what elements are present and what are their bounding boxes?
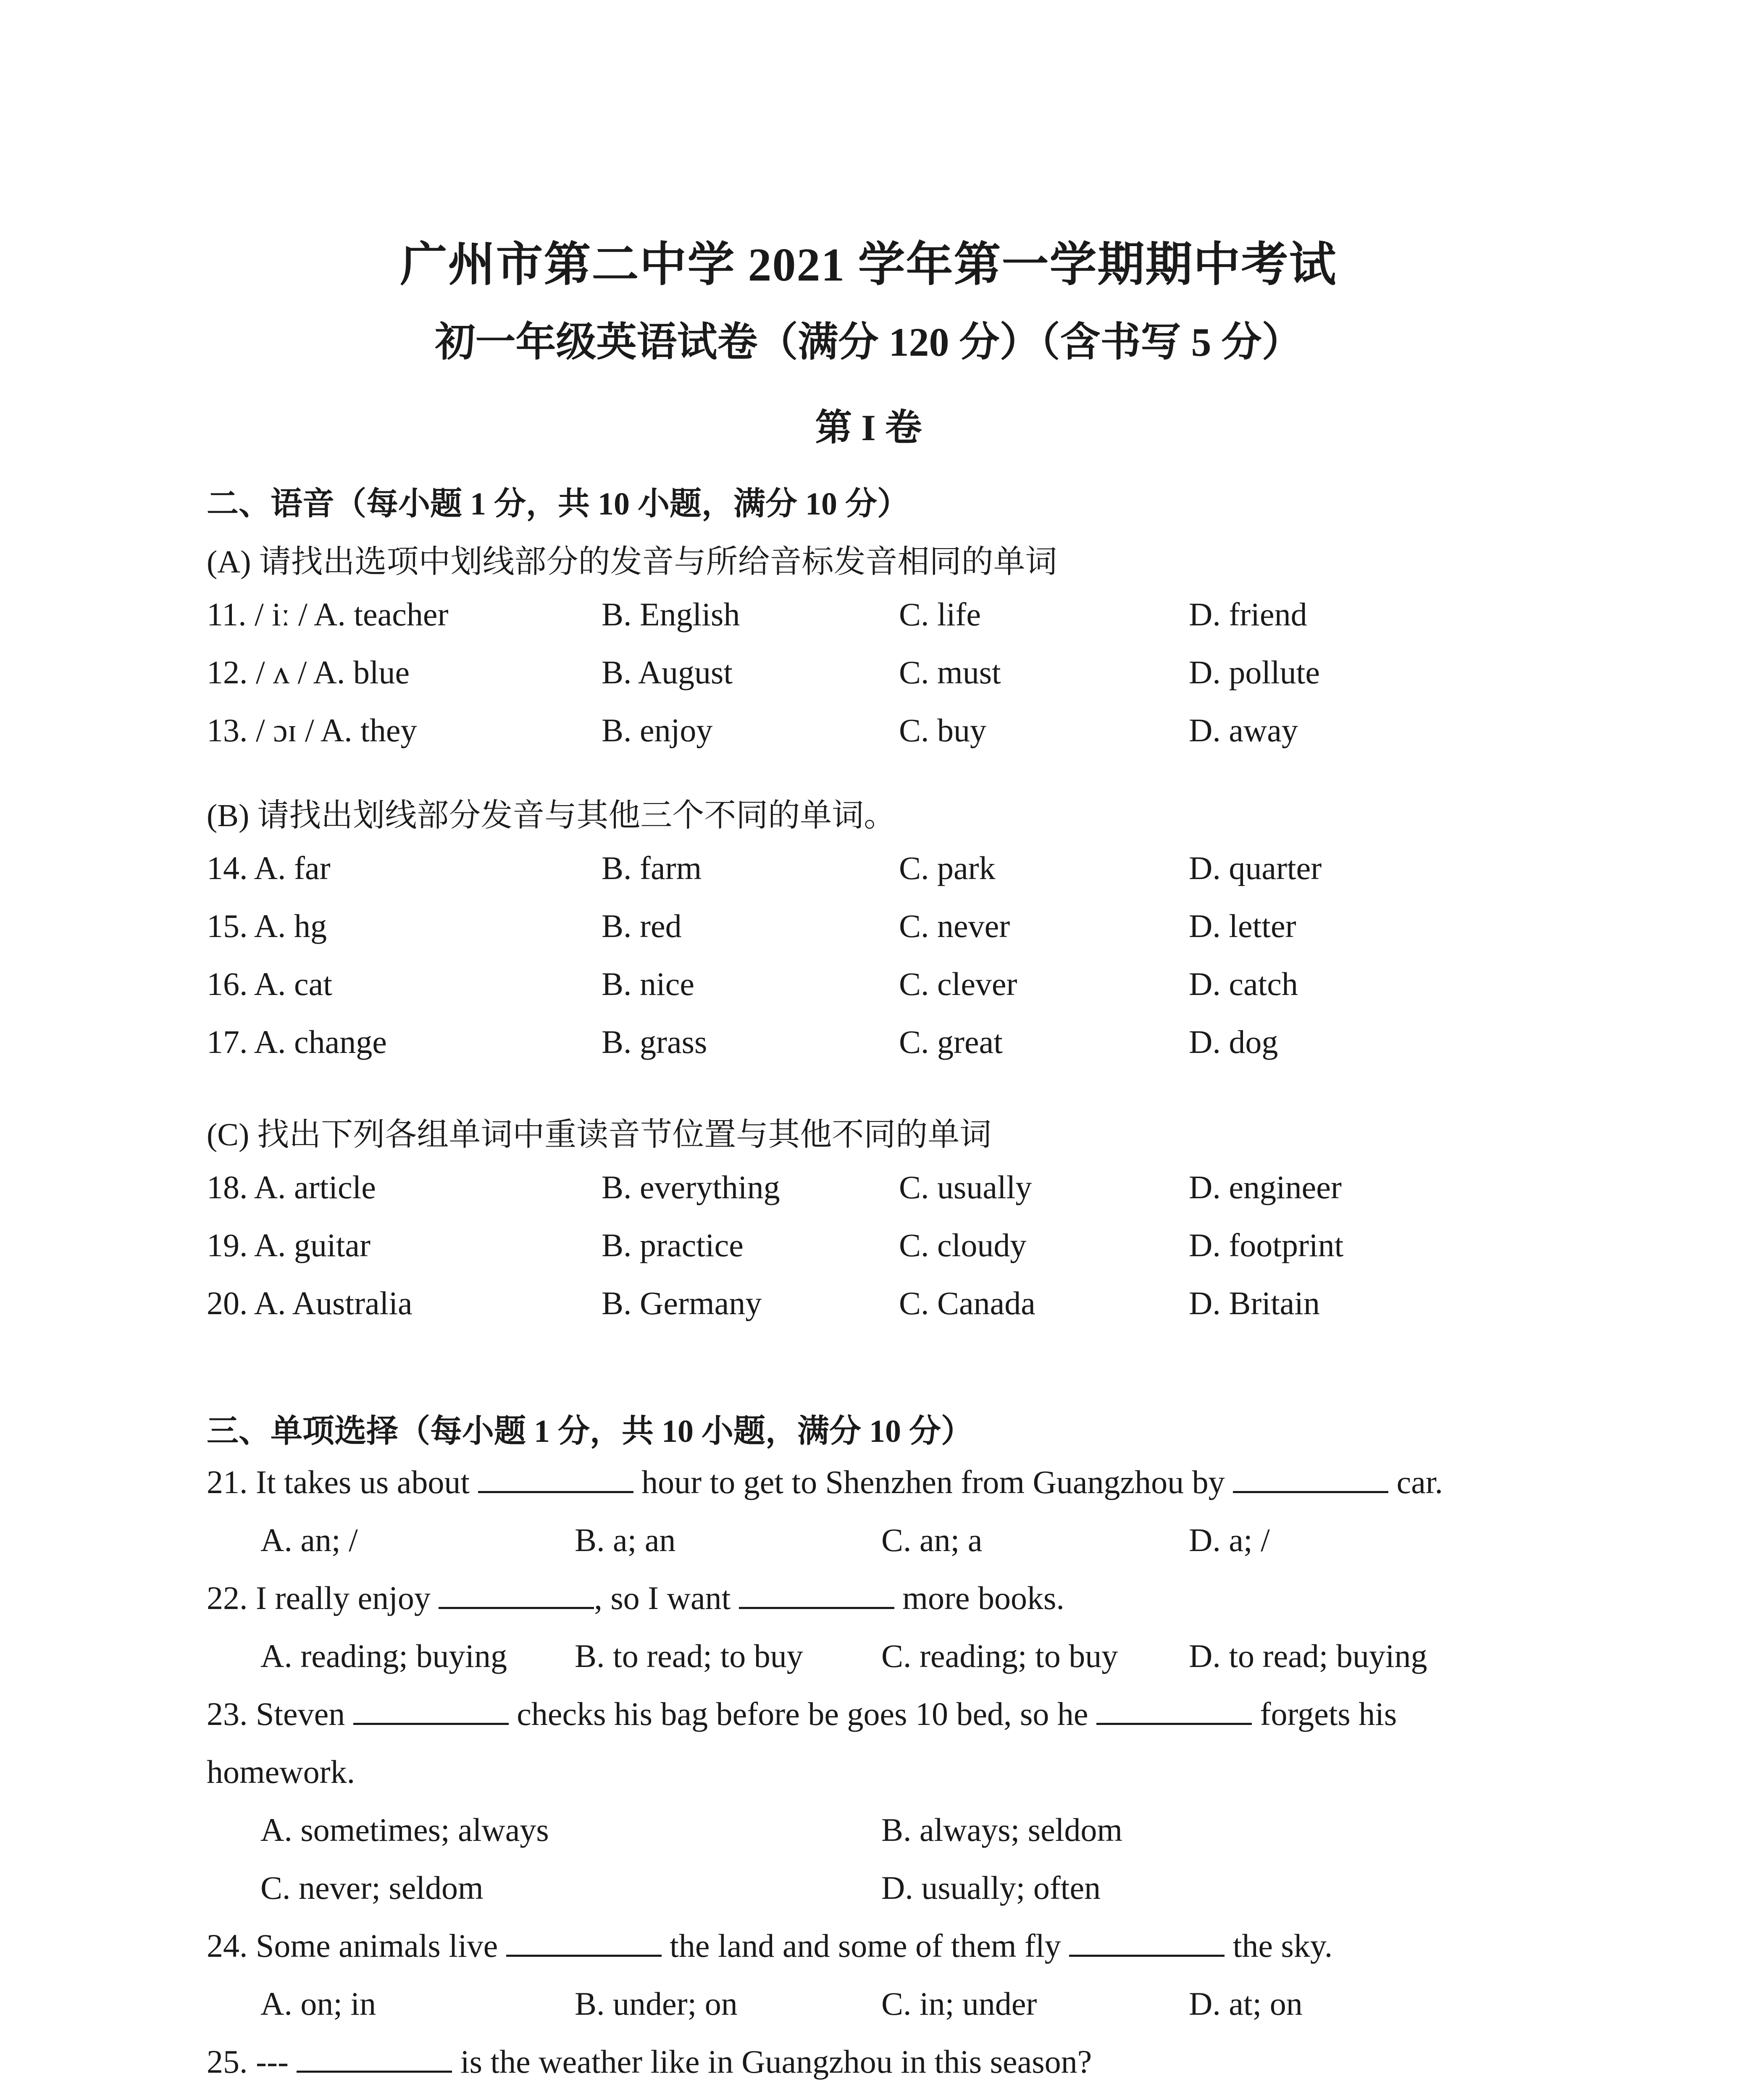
question-row bbox=[0, 849, 1737, 891]
option-d: D. engineer bbox=[1189, 1169, 1342, 1205]
option-a: 17. A. change bbox=[207, 1024, 387, 1060]
part-label: 第 I 卷 bbox=[815, 408, 922, 449]
question-text: 24. Some animals live bbox=[207, 1927, 498, 1964]
option-d: D. away bbox=[1189, 712, 1298, 748]
option-a: 20. A. Australia bbox=[207, 1285, 413, 1321]
option-d: D. pollute bbox=[1189, 654, 1320, 690]
section-2c-instruction: (C) 找出下列各组单词中重读音节位置与其他不同的单词 bbox=[207, 1117, 992, 1152]
option-c: C. Canada bbox=[899, 1285, 1035, 1321]
option-d: D. letter bbox=[1189, 908, 1296, 944]
option-a: 15. A. hg bbox=[207, 908, 327, 944]
section-2-heading: 二、语音（每小题 1 分，共 10 小题，满分 10 分） bbox=[207, 486, 909, 522]
question-25 bbox=[207, 2043, 1092, 2081]
answer-blank bbox=[1069, 1929, 1225, 1957]
question-23-continued: homework. bbox=[207, 1754, 355, 1790]
question-text: 23. Steven bbox=[207, 1696, 345, 1732]
question-text: is the weather like in Guangzhou in this season? bbox=[460, 2043, 1092, 2080]
option-d: D. friend bbox=[1189, 596, 1307, 633]
option-d: D. a; / bbox=[1189, 1522, 1270, 1558]
option-b: B. grass bbox=[602, 1024, 707, 1060]
question-row bbox=[0, 1284, 1737, 1326]
answer-blank bbox=[439, 1581, 594, 1609]
option-c: C. cloudy bbox=[899, 1227, 1027, 1263]
option-d: D. catch bbox=[1189, 966, 1298, 1002]
option-b: B. English bbox=[602, 596, 740, 633]
question-text: the sky. bbox=[1232, 1927, 1333, 1964]
option-c: C. park bbox=[899, 850, 996, 886]
answer-blank bbox=[506, 1929, 662, 1957]
question-text: more books. bbox=[902, 1580, 1064, 1616]
option-a: 19. A. guitar bbox=[207, 1227, 371, 1263]
question-row bbox=[0, 907, 1737, 949]
option-c: C. life bbox=[899, 596, 981, 633]
answer-blank bbox=[739, 1581, 894, 1609]
question-21 bbox=[207, 1463, 1443, 1501]
option-c: C. reading; to buy bbox=[881, 1638, 1118, 1674]
option-d: D. usually; often bbox=[881, 1869, 1101, 1906]
option-b: B. August bbox=[602, 654, 733, 690]
question-22 bbox=[207, 1579, 1064, 1617]
option-a: A. reading; buying bbox=[260, 1638, 507, 1674]
question-text: hour to get to Shenzhen from Guangzhou by bbox=[641, 1464, 1225, 1500]
option-a: A. an; / bbox=[260, 1522, 358, 1558]
option-b: B. farm bbox=[602, 850, 702, 886]
option-b: B. enjoy bbox=[602, 712, 713, 748]
option-d: D. quarter bbox=[1189, 850, 1322, 886]
option-a: 16. A. cat bbox=[207, 966, 332, 1002]
option-a: A. on; in bbox=[260, 1985, 376, 2022]
answer-blank bbox=[1096, 1697, 1252, 1725]
option-b: B. red bbox=[602, 908, 682, 944]
question-text: 25. --- bbox=[207, 2043, 289, 2080]
option-d: D. at; on bbox=[1189, 1985, 1303, 2022]
question-row bbox=[0, 965, 1737, 1007]
option-c: C. never; seldom bbox=[260, 1869, 484, 1906]
option-b: B. everything bbox=[602, 1169, 780, 1205]
option-b: B. a; an bbox=[575, 1522, 676, 1558]
option-d: D. to read; buying bbox=[1189, 1638, 1427, 1674]
answer-blank bbox=[353, 1697, 509, 1725]
exam-subtitle: 初一年级英语试卷（满分 120 分）（含书写 5 分） bbox=[435, 320, 1302, 365]
question-text: 21. It takes us about bbox=[207, 1464, 470, 1500]
question-text: 22. I really enjoy bbox=[207, 1580, 431, 1616]
option-c: C. buy bbox=[899, 712, 987, 748]
option-b: B. to read; to buy bbox=[575, 1638, 803, 1674]
option-c: C. clever bbox=[899, 966, 1017, 1002]
answer-blank bbox=[297, 2045, 452, 2073]
option-c: C. never bbox=[899, 908, 1010, 944]
question-row bbox=[0, 1023, 1737, 1065]
question-text: checks his bag before be goes 10 bed, so he bbox=[517, 1696, 1088, 1732]
question-text: car. bbox=[1396, 1464, 1443, 1500]
section-3-heading: 三、单项选择（每小题 1 分，共 10 小题，满分 10 分） bbox=[207, 1414, 973, 1449]
question-row bbox=[0, 596, 1737, 638]
section-2b-instruction: (B) 请找出划线部分发音与其他三个不同的单词。 bbox=[207, 798, 896, 833]
option-a: 11. / iː / A. teacher bbox=[207, 596, 449, 633]
option-d: D. Britain bbox=[1189, 1285, 1320, 1321]
option-b: B. always; seldom bbox=[881, 1811, 1123, 1848]
question-row bbox=[0, 1168, 1737, 1210]
option-a: A. sometimes; always bbox=[260, 1811, 549, 1848]
option-d: D. dog bbox=[1189, 1024, 1278, 1060]
option-b: B. under; on bbox=[575, 1985, 738, 2022]
question-23 bbox=[207, 1695, 1397, 1733]
answer-blank bbox=[1233, 1465, 1388, 1493]
option-a: 18. A. article bbox=[207, 1169, 376, 1205]
option-c: C. usually bbox=[899, 1169, 1032, 1205]
answer-blank bbox=[478, 1465, 633, 1493]
question-text: forgets his bbox=[1260, 1696, 1397, 1732]
option-c: C. great bbox=[899, 1024, 1003, 1060]
option-b: B. nice bbox=[602, 966, 694, 1002]
exam-title: 广州市第二中学 2021 学年第一学期期中考试 bbox=[400, 239, 1337, 291]
section-2a-instruction: (A) 请找出选项中划线部分的发音与所给音标发音相同的单词 bbox=[207, 544, 1057, 580]
question-text: , so I want bbox=[594, 1580, 731, 1616]
option-b: B. practice bbox=[602, 1227, 744, 1263]
option-a: 14. A. far bbox=[207, 850, 331, 886]
option-a: 13. / ɔɪ / A. they bbox=[207, 712, 417, 748]
option-c: C. in; under bbox=[881, 1985, 1037, 2022]
question-text: the land and some of them fly bbox=[670, 1927, 1061, 1964]
question-24 bbox=[207, 1927, 1332, 1965]
option-c: C. an; a bbox=[881, 1522, 983, 1558]
option-c: C. must bbox=[899, 654, 1001, 690]
question-row bbox=[0, 711, 1737, 753]
option-a: 12. / ʌ / A. blue bbox=[207, 654, 410, 690]
question-row bbox=[0, 1226, 1737, 1268]
question-row bbox=[0, 654, 1737, 696]
option-d: D. footprint bbox=[1189, 1227, 1344, 1263]
option-b: B. Germany bbox=[602, 1285, 762, 1321]
